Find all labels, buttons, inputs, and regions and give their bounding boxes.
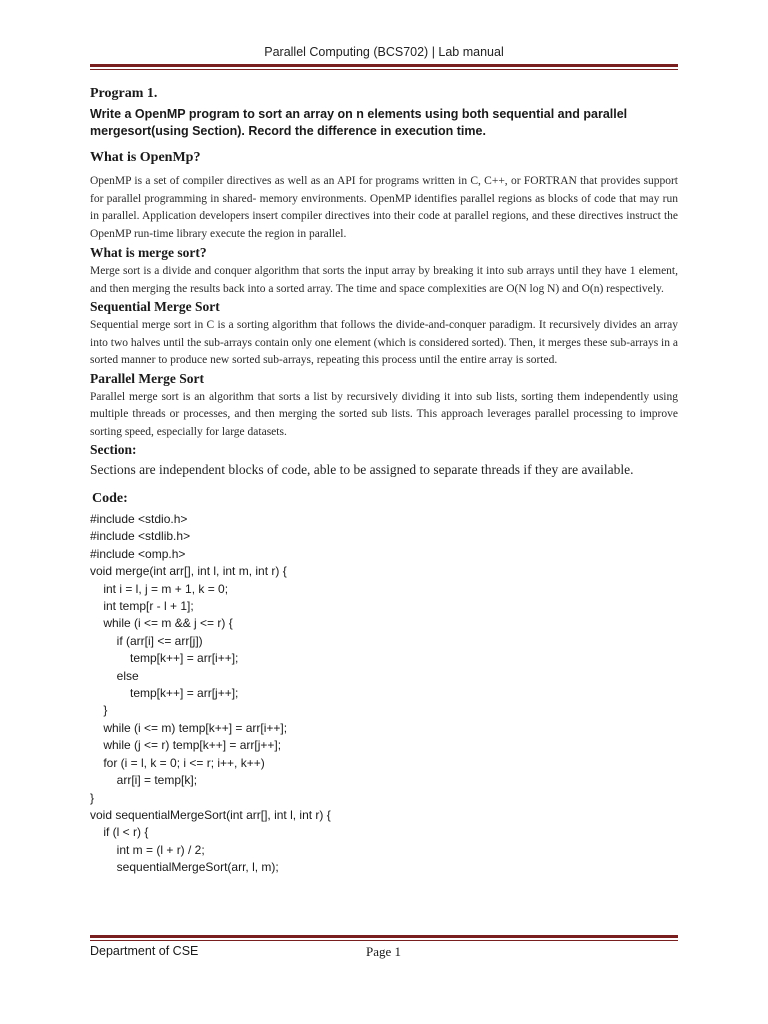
code-line: #include <stdlib.h> xyxy=(90,529,191,544)
page-content xyxy=(90,86,678,877)
parallel-heading: Parallel Merge Sort xyxy=(90,370,204,386)
code-line: if (l < r) { xyxy=(90,825,149,840)
code-line: } xyxy=(90,790,95,805)
code-line: void merge(int arr[], int l, int m, int r) { xyxy=(90,564,287,579)
code-line: arr[i] = temp[k]; xyxy=(90,773,198,788)
code-line: int temp[r - l + 1]; xyxy=(90,599,194,614)
page-header-title: Parallel Computing (BCS702) | Lab manual xyxy=(264,45,504,59)
code-line: #include <stdio.h> xyxy=(90,512,188,526)
mergesort-paragraph: Merge sort is a divide and conquer algorithm that sorts the input array by breaking it into sub arrays until they have 1 element, and then merging the results back into a sorted array. The time and space complexities are O(N log N) and O(n) respectively. xyxy=(90,265,678,295)
footer-page-number: Page 1 xyxy=(366,944,402,959)
code-line: else xyxy=(90,668,139,683)
code-line: while (i <= m) temp[k++] = arr[i++]; xyxy=(90,720,288,735)
code-label: Code: xyxy=(92,491,128,506)
footer-department: Department of CSE xyxy=(90,944,199,958)
program-description: Write a OpenMP program to sort an array on n elements using both sequential and parallel mergesort(using Section). Record the difference in execution time. xyxy=(90,107,628,138)
parallel-paragraph: Parallel merge sort is an algorithm that sorts a list by recursively dividing it into sub lists, sorting them independently using multiple threads or processes, and then merging the sorted sub lists. This approach leverages parallel processing to improve sorting speed, especially for large datasets. xyxy=(90,390,678,438)
sequential-paragraph: Sequential merge sort in C is a sorting algorithm that follows the divide-and-conquer paradigm. It recursively divides an array into two halves until the sub-arrays contain only one element (which is considered sorted). Then, it merges these sub-arrays in a sorted manner to produce new sorted sub-arrays, repeating this process until the entire array is sorted. xyxy=(90,319,678,366)
code-line: if (arr[i] <= arr[j]) xyxy=(90,633,203,648)
openmp-paragraph: OpenMP is a set of compiler directives as well as an API for programs written in C, C++, or FORTRAN that provides support for parallel programming in shared- memory environments. OpenMP identifies parallel regions as blocks of code that may run in parallel. Application developers insert compiler directives into their code at parallel regions, and these directives instruct the OpenMP run-time library execute the region in parallel. xyxy=(90,175,678,240)
program-title: Program 1. xyxy=(90,86,158,101)
code-line: void sequentialMergeSort(int arr[], int l, int r) { xyxy=(90,807,331,822)
code-line: temp[k++] = arr[i++]; xyxy=(90,651,239,666)
code-line: temp[k++] = arr[j++]; xyxy=(90,686,239,701)
code-line: int m = (l + r) / 2; xyxy=(90,842,205,857)
openmp-heading: What is OpenMp? xyxy=(90,150,201,165)
code-line: sequentialMergeSort(arr, l, m); xyxy=(90,860,279,875)
section-heading: Section: xyxy=(90,442,137,457)
code-line: while (j <= r) temp[k++] = arr[j++]; xyxy=(90,738,282,753)
code-line: for (i = l, k = 0; i <= r; i++, k++) xyxy=(90,755,265,770)
code-line: } xyxy=(90,703,108,718)
header-rule xyxy=(90,64,678,70)
section-paragraph: Sections are independent blocks of code, able to be assigned to separate threads if they are available. xyxy=(90,462,634,477)
code-line: int i = l, j = m + 1, k = 0; xyxy=(90,581,229,596)
code-line: #include <omp.h> xyxy=(90,546,186,561)
sequential-heading: Sequential Merge Sort xyxy=(90,299,220,314)
code-block xyxy=(90,511,678,877)
mergesort-heading: What is merge sort? xyxy=(90,245,207,260)
footer-rule xyxy=(90,935,678,941)
code-line: while (i <= m && j <= r) { xyxy=(90,616,233,631)
